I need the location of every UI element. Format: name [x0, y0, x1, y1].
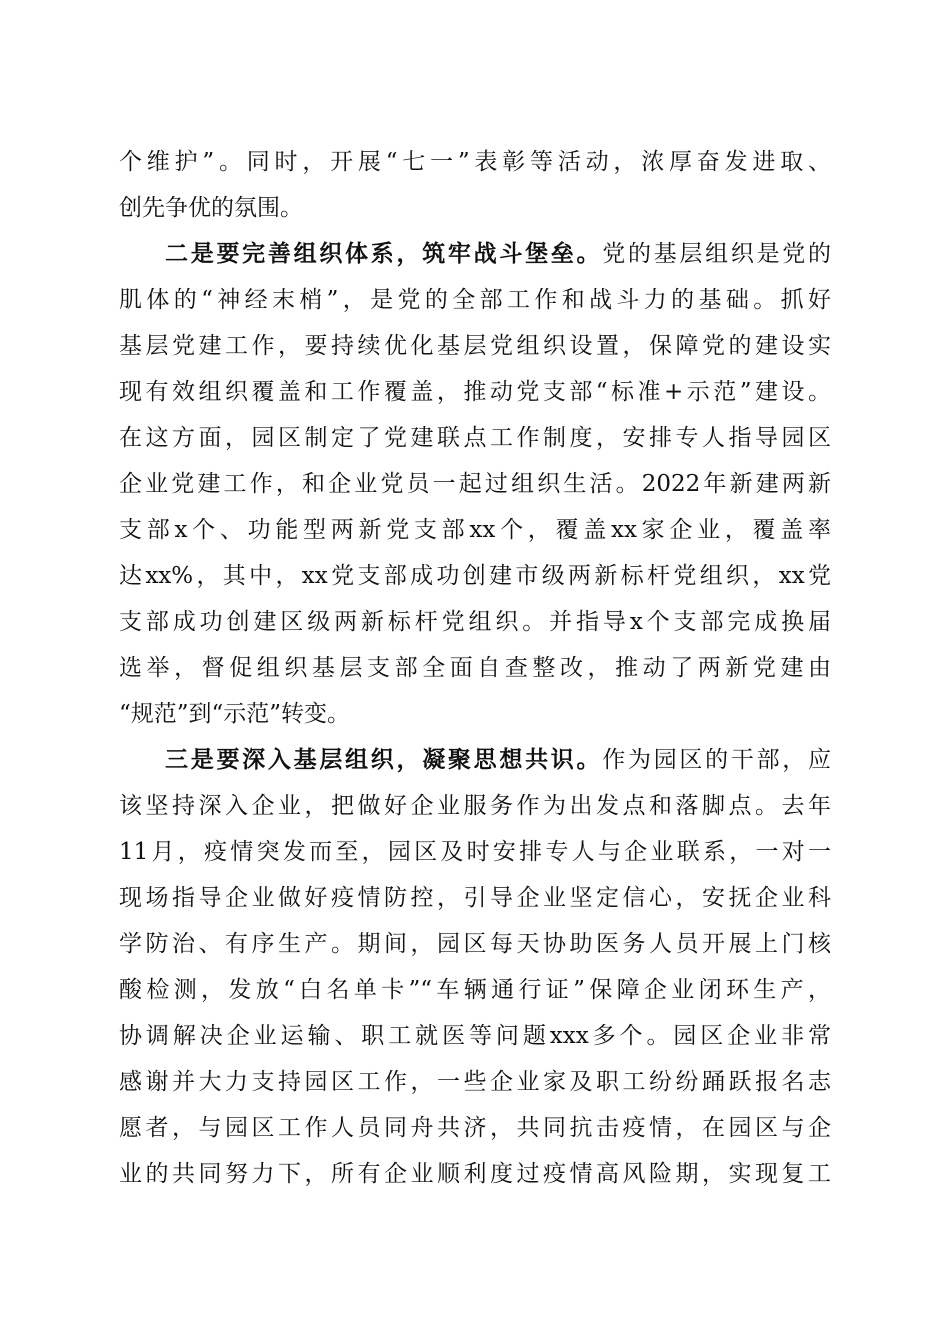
text-line: 肌体的“神经末梢”，是党的全部工作和战斗力的基础。抓好 [119, 287, 831, 313]
text-line: 愿者，与园区工作人员同舟共济，共同抗击疫情，在园区与企 [119, 1115, 831, 1141]
text-line: 业的共同努力下，所有企业顺利度过疫情高风险期，实现复工 [119, 1161, 831, 1187]
text-line: 现场指导企业做好疫情防控，引导企业坚定信心，安抚企业科 [119, 885, 831, 911]
text-line: “规范”到“示范”转变。 [119, 701, 351, 727]
text-line: 基层党建工作，要持续优化基层党组织设置，保障党的建设实 [119, 333, 831, 359]
text-line: 支部成功创建区级两新标杆党组织。并指导x个支部完成换届 [119, 609, 831, 635]
paragraph-lead-line [165, 740, 831, 780]
paragraph-lead: 三是要深入基层组织，凝聚思想共识。 [165, 746, 603, 773]
text-line: 选举，督促组织基层支部全面自查整改，推动了两新党建由 [119, 655, 831, 681]
text-segment: 作为园区的干部，应 [602, 747, 831, 773]
text-line: 支部x个、功能型两新党支部xx个，覆盖xx家企业，覆盖率 [119, 517, 831, 543]
text-line: 该坚持深入企业，把做好企业服务作为出发点和落脚点。去年 [119, 793, 831, 819]
text-line: 感谢并大力支持园区工作，一些企业家及职工纷纷踊跃报名志 [119, 1069, 831, 1095]
text-line: 学防治、有序生产。期间，园区每天协助医务人员开展上门核 [119, 931, 831, 957]
text-line: 11月，疫情突发而至，园区及时安排专人与企业联系，一对一 [119, 839, 831, 865]
text-line: 酸检测，发放“白名单卡”“车辆通行证”保障企业闭环生产， [119, 977, 831, 1003]
text-segment: 党的基层组织是党的 [602, 241, 831, 267]
text-line: 协调解决企业运输、职工就医等问题xxx多个。园区企业非常 [119, 1023, 831, 1049]
paragraph-lead: 二是要完善组织体系，筑牢战斗堡垒。 [165, 240, 603, 267]
text-line: 现有效组织覆盖和工作覆盖，推动党支部“标准+示范”建设。 [119, 379, 831, 405]
text-line: 企业党建工作，和企业党员一起过组织生活。2022年新建两新 [119, 471, 831, 497]
text-line: 个维护”。同时，开展“七一”表彰等活动，浓厚奋发进取、 [119, 149, 831, 175]
text-line: 创先争优的氛围。 [119, 195, 303, 221]
paragraph-lead-line [165, 234, 831, 274]
text-line: 达xx%，其中，xx党支部成功创建市级两新标杆党组织，xx党 [119, 563, 831, 589]
text-line: 在这方面，园区制定了党建联点工作制度，安排专人指导园区 [119, 425, 831, 451]
